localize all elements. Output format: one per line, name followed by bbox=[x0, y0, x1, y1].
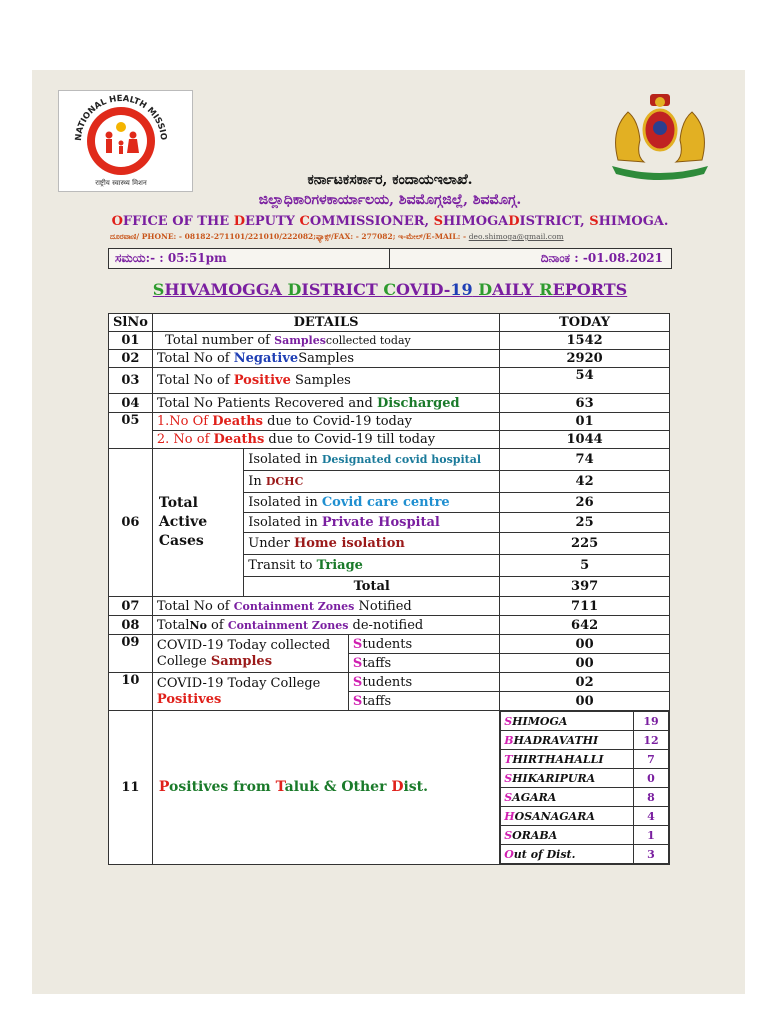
table-row: 04 Total No Patients Recovered and Discharged 63 bbox=[109, 394, 670, 413]
report-time: ಸಮಯ:- : 05:51pm bbox=[115, 251, 227, 265]
table-row: 01 Total number of Samplescollected today 1542 bbox=[109, 332, 670, 350]
table-row: Staffs 00 bbox=[109, 654, 670, 673]
taluk-table bbox=[500, 711, 669, 864]
taluk-row: SHIKARIPURA 0 bbox=[501, 769, 669, 788]
active-case-row: Transit to Triage 5 bbox=[109, 555, 670, 577]
table-row: 08 TotalNo of Containment Zones de-notified 642 bbox=[109, 616, 670, 635]
deaths-total-value: 1044 bbox=[500, 431, 670, 449]
kannada-line-1: ಕರ್ನಾಟಕಸರ್ಕಾರ, ಕಂದಾಯಇಲಾಖೆ. bbox=[307, 172, 473, 188]
office-title: OFFICE OF THE DEPUTY COMMISSIONER, SHIMOGADISTRICT, SHIMOGA. bbox=[111, 214, 669, 229]
discharged-value: 63 bbox=[500, 394, 670, 413]
covid-report-table bbox=[108, 313, 670, 865]
taluk-row: SHIMOGA 19 bbox=[501, 712, 669, 731]
deaths-today-value: 01 bbox=[500, 413, 670, 431]
phone-text: ದೂರವಾಣಿ/ PHONE: - 08182-271101/221010/222082;ಫ್ಯಾಕ್ಸ್/FAX: - 277082; ಇ-ಮೇಲ್/E-MAIL: - bbox=[110, 232, 469, 241]
table-row: 02 Total No of NegativeSamples 2920 bbox=[109, 350, 670, 368]
total-active-cases-label: Total Active Cases bbox=[152, 449, 243, 597]
karnataka-emblem-icon bbox=[600, 90, 720, 182]
zones-notified-value: 711 bbox=[500, 597, 670, 616]
positive-samples-value: 54 bbox=[500, 368, 670, 394]
report-date: ದಿನಾಂಕ : -01.08.2021 bbox=[540, 251, 663, 265]
active-total-row: Total 397 bbox=[109, 577, 670, 597]
report-title: SHIVAMOGGA DISTRICT COVID-19 DAILY REPORTS bbox=[152, 280, 628, 299]
header-slno: SlNo bbox=[109, 314, 153, 332]
active-total-value: 397 bbox=[500, 577, 670, 597]
taluk-row: HOSANAGARA 4 bbox=[501, 807, 669, 826]
nhm-logo-sub: राष्ट्रीय स्वास्थ्य मिशन bbox=[95, 179, 147, 187]
taluk-row: SORABA 1 bbox=[501, 826, 669, 845]
active-case-row: In DCHC 42 bbox=[109, 471, 670, 493]
table-row: 05 1.No Of Deaths due to Covid-19 today 01 bbox=[109, 413, 670, 431]
karnataka-emblem bbox=[600, 90, 720, 182]
table-header-row bbox=[109, 314, 670, 332]
taluk-row: SAGARA 8 bbox=[501, 788, 669, 807]
table-row: 09 COVID-19 Today collected College Samples Students 00 bbox=[109, 635, 670, 654]
taluk-row: THIRTHAHALLI 7 bbox=[501, 750, 669, 769]
table-row: Staffs 00 bbox=[109, 692, 670, 711]
table-row: 03 Total No of Positive Samples 54 bbox=[109, 368, 670, 394]
taluk-positives-row: 11 Positives from Taluk & Other Dist. SHIMOGA 19 BHADRAVATHI 12 THIRTHAHALLI 7 SHIKARIPURA 0 SAGARA 8 HOSANAGARA 4 SORABA 1 Out of Dist. 3 bbox=[109, 711, 670, 865]
email-link[interactable]: deo.shimoga@gmail.com bbox=[468, 232, 564, 241]
taluk-row: Out of Dist. 3 bbox=[501, 845, 669, 864]
table-row: 07 Total No of Containment Zones Notified 711 bbox=[109, 597, 670, 616]
zones-denotified-value: 642 bbox=[500, 616, 670, 635]
active-case-row: Isolated in Covid care centre 26 bbox=[109, 493, 670, 513]
kannada-line-2: ಜಿಲ್ಲಾಧಿಕಾರಿಗಳಕಾರ್ಯಾಲಯ, ಶಿವಮೊಗ್ಗಜಿಲ್ಲೆ, ಶಿವಮೊಗ್ಗ. bbox=[258, 192, 522, 208]
active-case-row: Isolated in Private Hospital 25 bbox=[109, 513, 670, 533]
nhm-logo-text: NATIONAL HEALTH MISSIO bbox=[73, 93, 169, 142]
header-details: DETAILS bbox=[152, 314, 499, 332]
contact-line bbox=[110, 232, 670, 242]
negative-samples-value: 2920 bbox=[500, 350, 670, 368]
taluk-positives-label: Positives from Taluk & Other Dist. bbox=[152, 711, 499, 865]
taluk-row: BHADRAVATHI 12 bbox=[501, 731, 669, 750]
active-case-row: Under Home isolation 225 bbox=[109, 533, 670, 555]
samples-collected-value: 1542 bbox=[500, 332, 670, 350]
time-date-bar bbox=[108, 248, 672, 269]
table-row: 10 COVID-19 Today College Positives Students 02 bbox=[109, 673, 670, 692]
active-case-row: 06 Total Active Cases Isolated in Designated covid hospital 74 bbox=[109, 449, 670, 471]
table-row: 2. No of Deaths due to Covid-19 till today 1044 bbox=[109, 431, 670, 449]
header-today: TODAY bbox=[500, 314, 670, 332]
